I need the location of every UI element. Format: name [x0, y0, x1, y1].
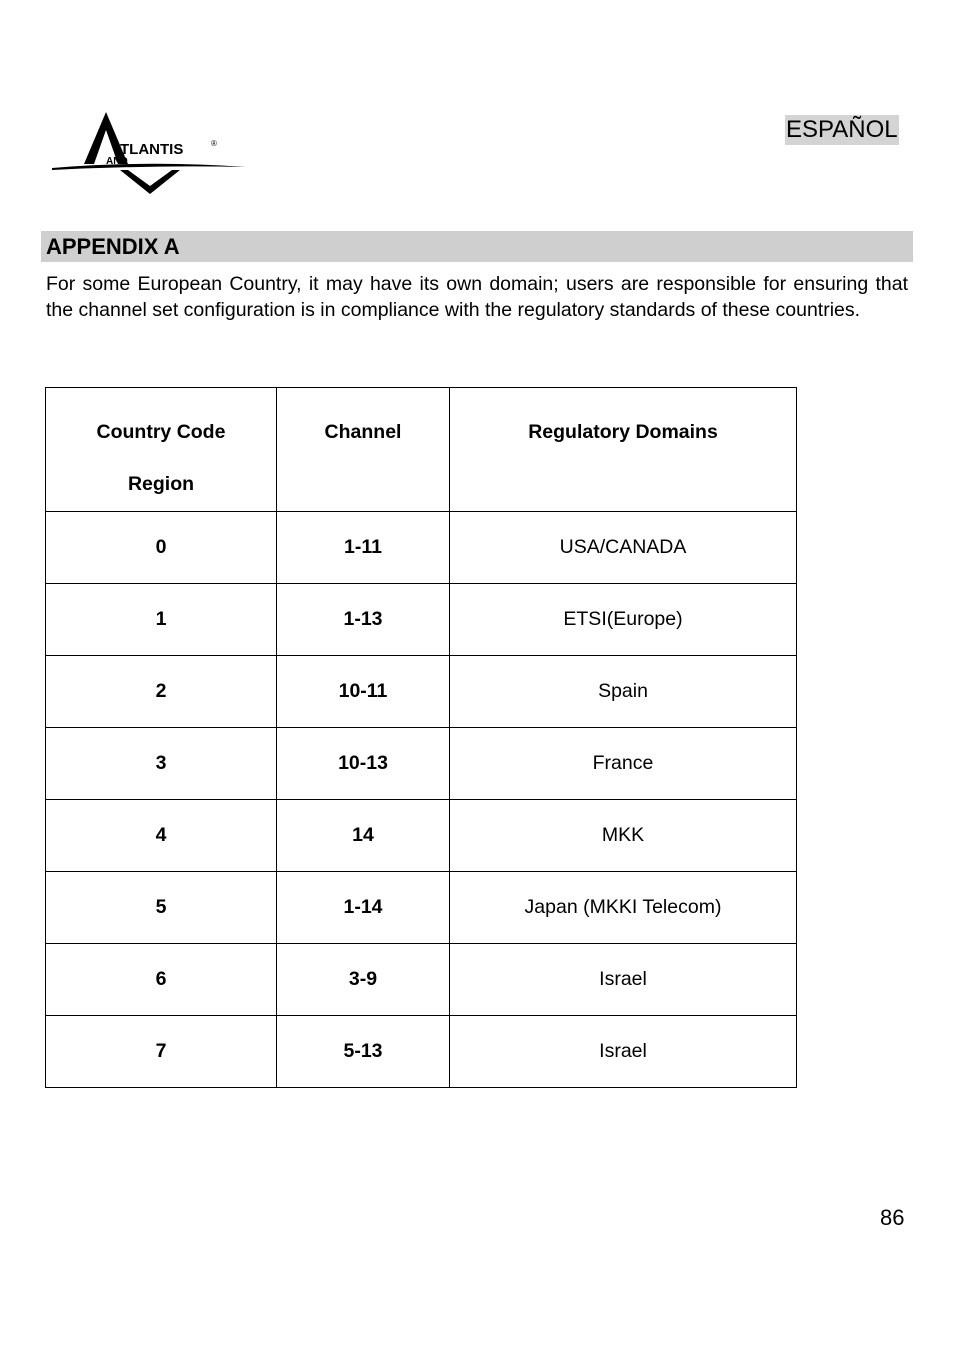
cell-channel: 5-13 — [277, 1016, 450, 1088]
header-country-code — [46, 388, 277, 512]
cell-channel: 10-13 — [277, 728, 450, 800]
table-row — [46, 584, 797, 656]
cell-domain: Spain — [450, 656, 797, 728]
header-country-code-line2: Region — [127, 473, 195, 495]
cell-domain: Japan (MKKI Telecom) — [450, 872, 797, 944]
table-row — [46, 728, 797, 800]
table-row — [46, 1016, 797, 1088]
section-header — [41, 231, 913, 262]
cell-domain: Israel — [450, 1016, 797, 1088]
cell-domain: USA/CANADA — [450, 512, 797, 584]
language-label: ESPAÑOL — [786, 116, 898, 143]
cell-code: 5 — [46, 872, 277, 944]
page-number: 86 — [880, 1205, 905, 1230]
intro-paragraph: For some European Country, it may have its own domain; users are responsible for ensuring that the channel set configuration is in compliance with the regulatory standards of these countries. — [46, 273, 908, 321]
cell-domain: ETSI(Europe) — [450, 584, 797, 656]
table-row — [46, 800, 797, 872]
cell-domain: France — [450, 728, 797, 800]
cell-channel: 14 — [277, 800, 450, 872]
atlantis-land-logo — [50, 108, 250, 198]
cell-channel: 1-11 — [277, 512, 450, 584]
cell-channel: 3-9 — [277, 944, 450, 1016]
header-regulatory-domains — [450, 388, 797, 512]
cell-channel: 1-14 — [277, 872, 450, 944]
header-country-code-line1: Country Code — [96, 421, 226, 443]
cell-domain: MKK — [450, 800, 797, 872]
cell-code: 4 — [46, 800, 277, 872]
cell-domain: Israel — [450, 944, 797, 1016]
regulatory-domains-table — [45, 387, 797, 1088]
table-row — [46, 656, 797, 728]
table-row — [46, 944, 797, 1016]
cell-code: 3 — [46, 728, 277, 800]
logo-subtext: AND — [106, 156, 128, 167]
header-channel-label: Channel — [324, 421, 402, 443]
cell-code: 0 — [46, 512, 277, 584]
cell-channel: 1-13 — [277, 584, 450, 656]
table-row — [46, 872, 797, 944]
registered-mark: ® — [211, 139, 217, 148]
table-row — [46, 512, 797, 584]
table-header-row — [46, 388, 797, 512]
cell-code: 6 — [46, 944, 277, 1016]
cell-channel: 10-11 — [277, 656, 450, 728]
header-regulatory-domains-label: Regulatory Domains — [528, 421, 718, 443]
cell-code: 7 — [46, 1016, 277, 1088]
cell-code: 2 — [46, 656, 277, 728]
header-channel — [277, 388, 450, 512]
logo-text: TLANTIS — [120, 141, 184, 158]
section-title: APPENDIX A — [46, 234, 180, 259]
cell-code: 1 — [46, 584, 277, 656]
